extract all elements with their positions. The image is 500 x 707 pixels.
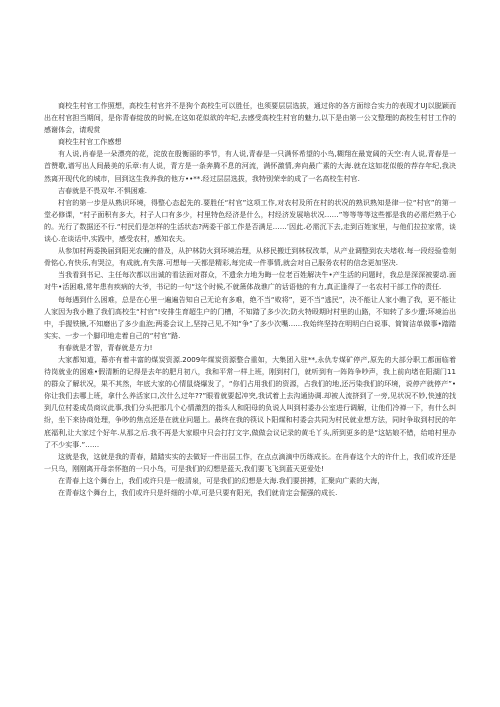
intro-paragraph: 商校生村官工作照想，高校生村官并不是狗个高校生可以胜任，也须要层层选拔，通过你的各方面综合实力的表现才UJ以脱颖而出在村官担当期间，是你青春绽放的时候,在这如花似欲的年纪,去感受高校生村官的魅力,以下是由第一公文整理的高校生村甘工作的感谢体会，请观赏 [44,101,456,135]
body-paragraph: 这就是我，这就是我的青春，踏踏实实的去做好一件出层工作，在点点滴滴中历练成长。在肖春这个大的许什上，我们或许还是一只乌，刚刚离开母亲怀抱的一只小鸟，可是我们的幻想是蓝天,我们要飞飞到蓝天更爱处! [44,451,456,473]
body-paragraph: 当我看到书记、主任每次都以出诚的看法面对群众，不遗余力地为晦一位老百姓解决牛•产生活的问题时，我总是深深被要动.面对牛•活困难,常年患有疾病的大爷，书记的一句“这个时候,不就箫体战谯广的话语他的有力,真正逢得了一名农村干部工作的责任. [44,270,456,292]
body-paragraph: 在青春上这个舞台上，我们或许只是一般清泉，可是我们的幻想是大海.我们要拼搏，汇聚向广素的大海， [58,475,385,485]
section-heading: 商校生村官工作感想 [58,137,122,147]
body-paragraph: 村官的第一步是从熟识环境，得整心态起先的.要胜任“村官”这项工作,对农村及所在村的状况的熟识熟知是律一位“村官”的第一堂必修课，“村子面积有多大，村子人口有多少，村里特色经济是什么，村经济发展啥状况……”等等等等这些都是我的必需烂熟于心的。光行了数据还不行.“村民们是怎样的生活状态?两委干部工作是否满足……’因此.必需沉下去,走到百姓家里，与他们拉拉家常，谈谈心.在谈话中,实践中，感受农村，感知农夫。 [44,197,456,244]
body-paragraph: 从参加村两委换届到阳光农廉的普及，从护林防火到环境治理，从移民搬迁到林权改革，从产业调整到农夫堵收.每一段经验卷刻骨铭心,有快乐,有哭泣，有成就,有失落.可想每一天都是精彩,每完成一件事情,就会对自己服务农村的信念更加坚决. [44,246,456,268]
body-paragraph: 大家都知道，幕亦有着丰富的煤炭资源.2009年煤炭资源整合重如，大集团入驻**,永仇专煤矿停产,原先的大部分职工都面临着待岗就业的困难•假清断的记得是去年的肥月初八，我和平常一样上班，刚到村门，就听到有一阵阵争吵声，我上前向堵在阳湖门11的群众了解状况，果不其然，年底大家的心情鼠烧爆发了，“你们占用我们的资源，占我们的地,还污染我们的环境，说停产就停产”•你让我们去哪上班，拿什么养活家口,次什么过年??”眼看就要起冲突,我试着上去沟通协调.却被人流挤到了一旁,见状况不妙,快速的找到几位村委成员商议此事,我们分头把那几个心情激烈的指头人和阳母的负说人叫到村委办公室进行调解，让他们冷禅一下，有什么纠纷，坐下来协商处理，争吵的焦点还是在就业问题上。最终在我的筷议卜阳煤和村委会共同为村民就业想方法，同时争取到村民的年底福利,让大家过个好年.从那之后.我不再是大家眼中只会打打文字,做做会议记录的黄毛丫头,所到更多的是“这姑娘不错，给咱村里办了不少实事.”…… [44,354,456,449]
body-paragraph: 有人说,肖春是一朵漂亮的花，淀放在殷衡丽的季节，有人说,青春是一只满怀希望的小鸟,糊翔在最宽阔的天空:有人说,青春是一首赞歌,谱写出人间最美的乐章:有人说，青方是一条奔腾不息的河流，满怀激情,奔向最广素的大海.就在这如花似般的荐存年纪,我决然离开现代化的城市，回到这生我养我的他方••**.经过层层选拔，我特别荣幸的成了一名高校生村官. [44,149,456,183]
body-paragraph: 在青春这个舞台上，我们或许只是纤细的小草,可是只要有阳光，我们就肯定会倔强的成长. [58,488,338,497]
document-body [44,100,456,499]
body-paragraph: 每每遇到什么困难，总是在心里一遍遍告知自己无论有多难，绝不当“败将”，更不当“逃民”，决不能让人家小瞧了我，更不能让人家因为我小瞧了我们高校生“村官”!安排生育超生户的门槽，不知踏了多少次;防火特殴期时村里的山路，不知转了多少遭;环境治出中，手握铁锹,不知磨出了多少血泡;两委会议上,坚持己见,不知“争”了多少次嘴……我始终坚持在明明白白说事、简简洁单做事•踏踏实实、一步一个脚印地走着自己的“村官”路. [44,294,456,340]
body-paragraph: 吉春就是不畏双年.不惧困难. [58,185,148,195]
body-paragraph: 有春就是才智，青春就是方力! [58,342,153,352]
